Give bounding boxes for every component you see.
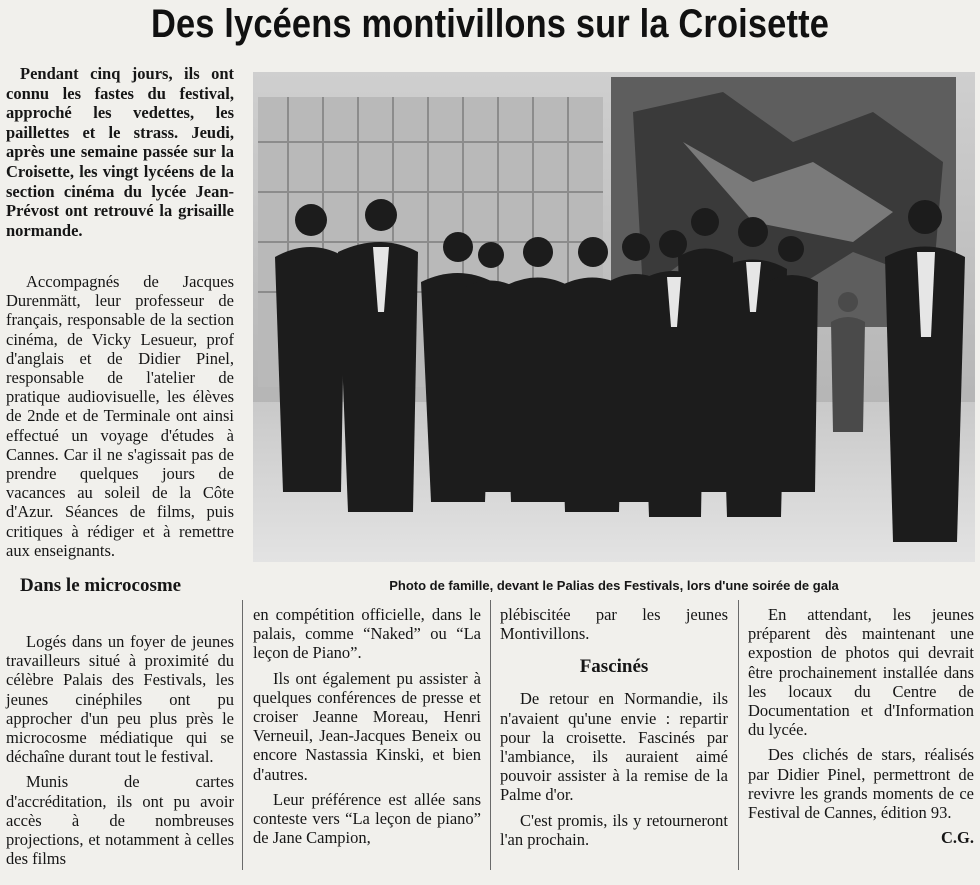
paragraph-8: En attendant, les jeunes préparent dès maintenant une expostion de photos qui devrait être prochainement installée dans les locaux du Centre de Documentation et d'Information du lycée. (748, 605, 974, 740)
lead-paragraph (6, 64, 234, 240)
paragraph-1: Accompagnés de Jacques Durenmätt, leur professeur de français, responsable de la section cinéma, de Vicky Lesueur, prof d'anglais et de Didier Pinel, responsable de l'atelier de pratique audiovisuelle, les élèves de 2nde et de Terminale ont ainsi effectué un voyage d'études à Cannes. Car il ne s'agissait pas de prendre quelques jours de vacances au soleil de la Côte d'Azur. Séances de films, puis critiques à rédiger et à remettre aux enseignants. (6, 272, 234, 560)
column-rule (738, 600, 739, 870)
paragraph-2: Logés dans un foyer de jeunes travailleurs situé à proximité du célèbre Palais des Festivals, les jeunes cinéphiles ont pu approcher d'un peu plus près le microcosme médiatique qui se déchaîne durant tout le festival. (6, 632, 234, 767)
group-photo (253, 72, 975, 562)
paragraph-5-continued: plébiscitée par les jeunes Montivillons. (500, 605, 728, 644)
column-rule (490, 600, 491, 870)
subheading-fascines: Fascinés (579, 656, 649, 678)
paragraph-3-continued: en compétition officielle, dans le palais, comme “Naked” ou “La leçon de Piano”. (253, 605, 481, 663)
paragraph-5: Leur préférence est allée sans conteste vers “La leçon de piano” de Jane Campion, (253, 789, 481, 848)
signature: C.G. (941, 828, 974, 848)
paragraph-7: C'est promis, ils y retourneront l'an prochain. (500, 810, 728, 849)
column-1 (6, 272, 234, 608)
column-2 (253, 605, 481, 853)
paragraph-6: De retour en Normandie, ils n'avaient qu'une envie : repartir pour la croisette. Fascinés par l'ambiance, ils auraient aimé pouvoir assister à la remise de la Palme d'or. (500, 689, 728, 805)
subheading-microcosme: Dans le microcosme (20, 575, 182, 597)
column-4 (748, 605, 974, 847)
lead-text: Pendant cinq jours, ils ont connu les fastes du festival, approché les vedettes, les paillettes et le strass. Jeudi, après une semaine passée sur la Croisette, les vingt lycéens de la section cinéma du lycée Jean-Prévost ont retrouvé la grisaille normande. (6, 64, 234, 240)
headline: Des lycéens montivillons sur la Croisette (150, 2, 830, 46)
column-rule (242, 600, 243, 870)
column-1-bottom (6, 632, 234, 874)
paragraph-3: Munis de cartes d'accréditation, ils ont pu avoir accès à de nombreuses projections, et notamment à celles des films (6, 772, 234, 869)
photo-caption: Photo de famille, devant le Palias des Festivals, lors d'une soirée de gala (389, 578, 839, 593)
column-3 (500, 605, 728, 855)
paragraph-4: Ils ont également pu assister à quelques conférences de presse et croiser Jeanne Moreau, Henri Verneuil, Jean-Jacques Beneix ou encore Nastassia Kinski, et bien d'autres. (253, 668, 481, 784)
paragraph-9: Des clichés de stars, réalisés par Didier Pinel, permettront de revivre les grands moments de ce Festival de Cannes, édition 93. (748, 745, 974, 823)
group-photo-illustration (253, 72, 975, 562)
